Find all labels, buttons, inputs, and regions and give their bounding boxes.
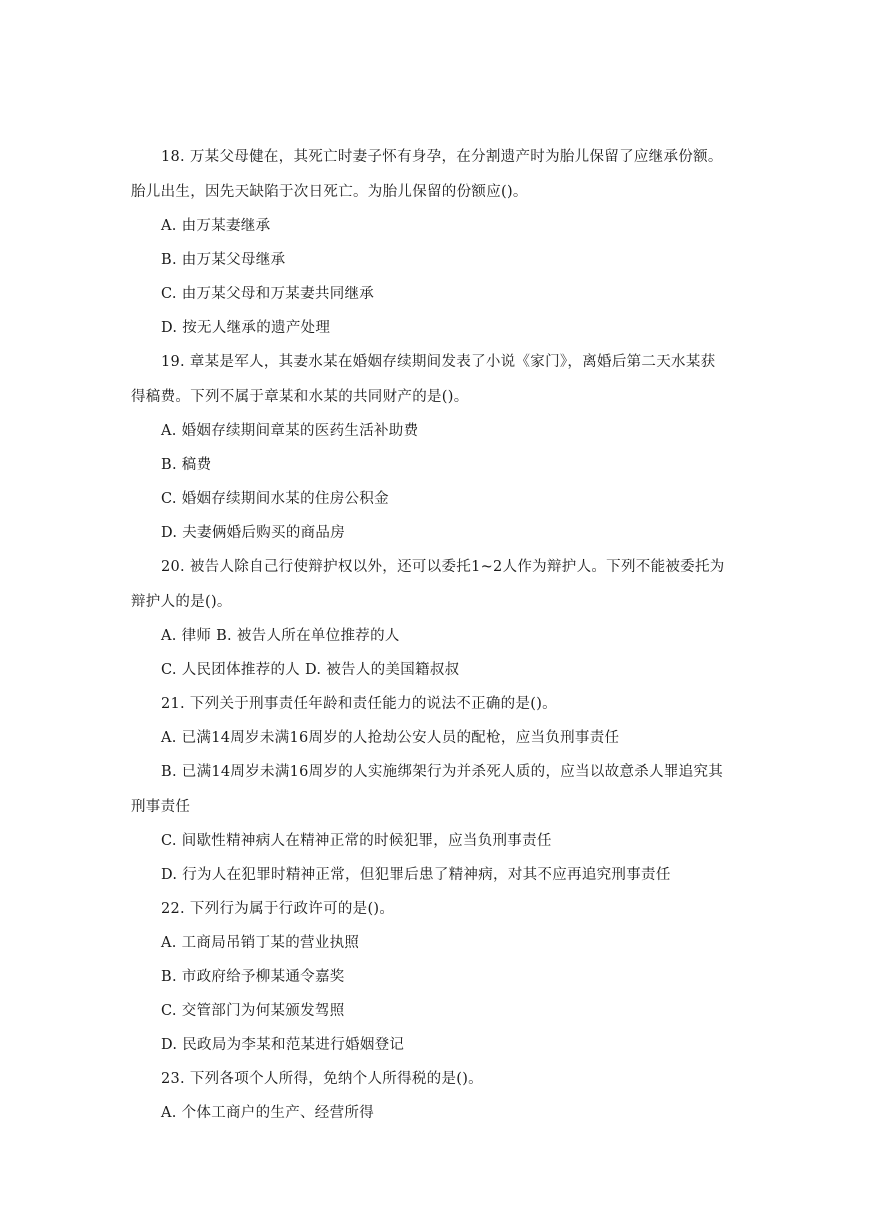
question-21-stem: 21. 下列关于刑事责任年龄和责任能力的说法不正确的是()。 bbox=[161, 696, 557, 712]
question-18-stem-line-1: 18. 万某父母健在，其死亡时妻子怀有身孕，在分割遗产时为胎儿保留了应继承份额。 bbox=[161, 149, 723, 165]
question-20-stem-line-2: 辩护人的是()。 bbox=[131, 594, 232, 610]
question-18-option-d: D. 按无人继承的遗产处理 bbox=[161, 320, 331, 336]
question-20-option-cd: C. 人民团体推荐的人 D. 被告人的美国籍叔叔 bbox=[161, 662, 460, 678]
question-18-stem-line-2: 胎儿出生，因先天缺陷于次日死亡。为胎儿保留的份额应()。 bbox=[131, 184, 528, 200]
question-21-option-a: A. 已满14周岁未满16周岁的人抢劫公安人员的配枪，应当负刑事责任 bbox=[161, 730, 620, 746]
question-19-stem-line-1: 19. 章某是军人，其妻水某在婚姻存续期间发表了小说《家门》，离婚后第二天水某获 bbox=[161, 354, 716, 370]
question-20-option-ab: A. 律师 B. 被告人所在单位推荐的人 bbox=[161, 628, 400, 644]
question-18-option-c: C. 由万某父母和万某妻共同继承 bbox=[161, 286, 375, 302]
question-21-option-b-line-2: 刑事责任 bbox=[131, 799, 191, 815]
question-23-option-a: A. 个体工商户的生产、经营所得 bbox=[161, 1105, 374, 1121]
question-22-option-d: D. 民政局为李某和范某进行婚姻登记 bbox=[161, 1037, 405, 1053]
question-22-option-c: C. 交管部门为何某颁发驾照 bbox=[161, 1003, 345, 1019]
question-19-option-b: B. 稿费 bbox=[161, 457, 212, 473]
question-19-option-a: A. 婚姻存续期间章某的医药生活补助费 bbox=[161, 423, 419, 439]
question-21-option-c: C. 间歇性精神病人在精神正常的时候犯罪，应当负刑事责任 bbox=[161, 833, 552, 849]
question-22-option-b: B. 市政府给予柳某通令嘉奖 bbox=[161, 969, 345, 985]
question-23-stem: 23. 下列各项个人所得，免纳个人所得税的是()。 bbox=[161, 1071, 483, 1087]
question-21-option-d: D. 行为人在犯罪时精神正常，但犯罪后患了精神病，对其不应再追究刑事责任 bbox=[161, 867, 671, 883]
question-19-stem-line-2: 得稿费。下列不属于章某和水某的共同财产的是()。 bbox=[131, 389, 469, 405]
question-22-stem: 22. 下列行为属于行政许可的是()。 bbox=[161, 901, 395, 917]
question-18-option-a: A. 由万某妻继承 bbox=[161, 218, 271, 234]
question-19-option-c: C. 婚姻存续期间水某的住房公积金 bbox=[161, 491, 389, 507]
question-21-option-b-line-1: B. 已满14周岁未满16周岁的人实施绑架行为并杀死人质的，应当以故意杀人罪追究其 bbox=[161, 764, 724, 780]
question-20-stem-line-1: 20. 被告人除自己行使辩护权以外，还可以委托1~2人作为辩护人。下列不能被委托为 bbox=[161, 559, 725, 575]
question-22-option-a: A. 工商局吊销丁某的营业执照 bbox=[161, 935, 360, 951]
question-19-option-d: D. 夫妻俩婚后购买的商品房 bbox=[161, 525, 346, 541]
question-18-option-b: B. 由万某父母继承 bbox=[161, 252, 286, 268]
